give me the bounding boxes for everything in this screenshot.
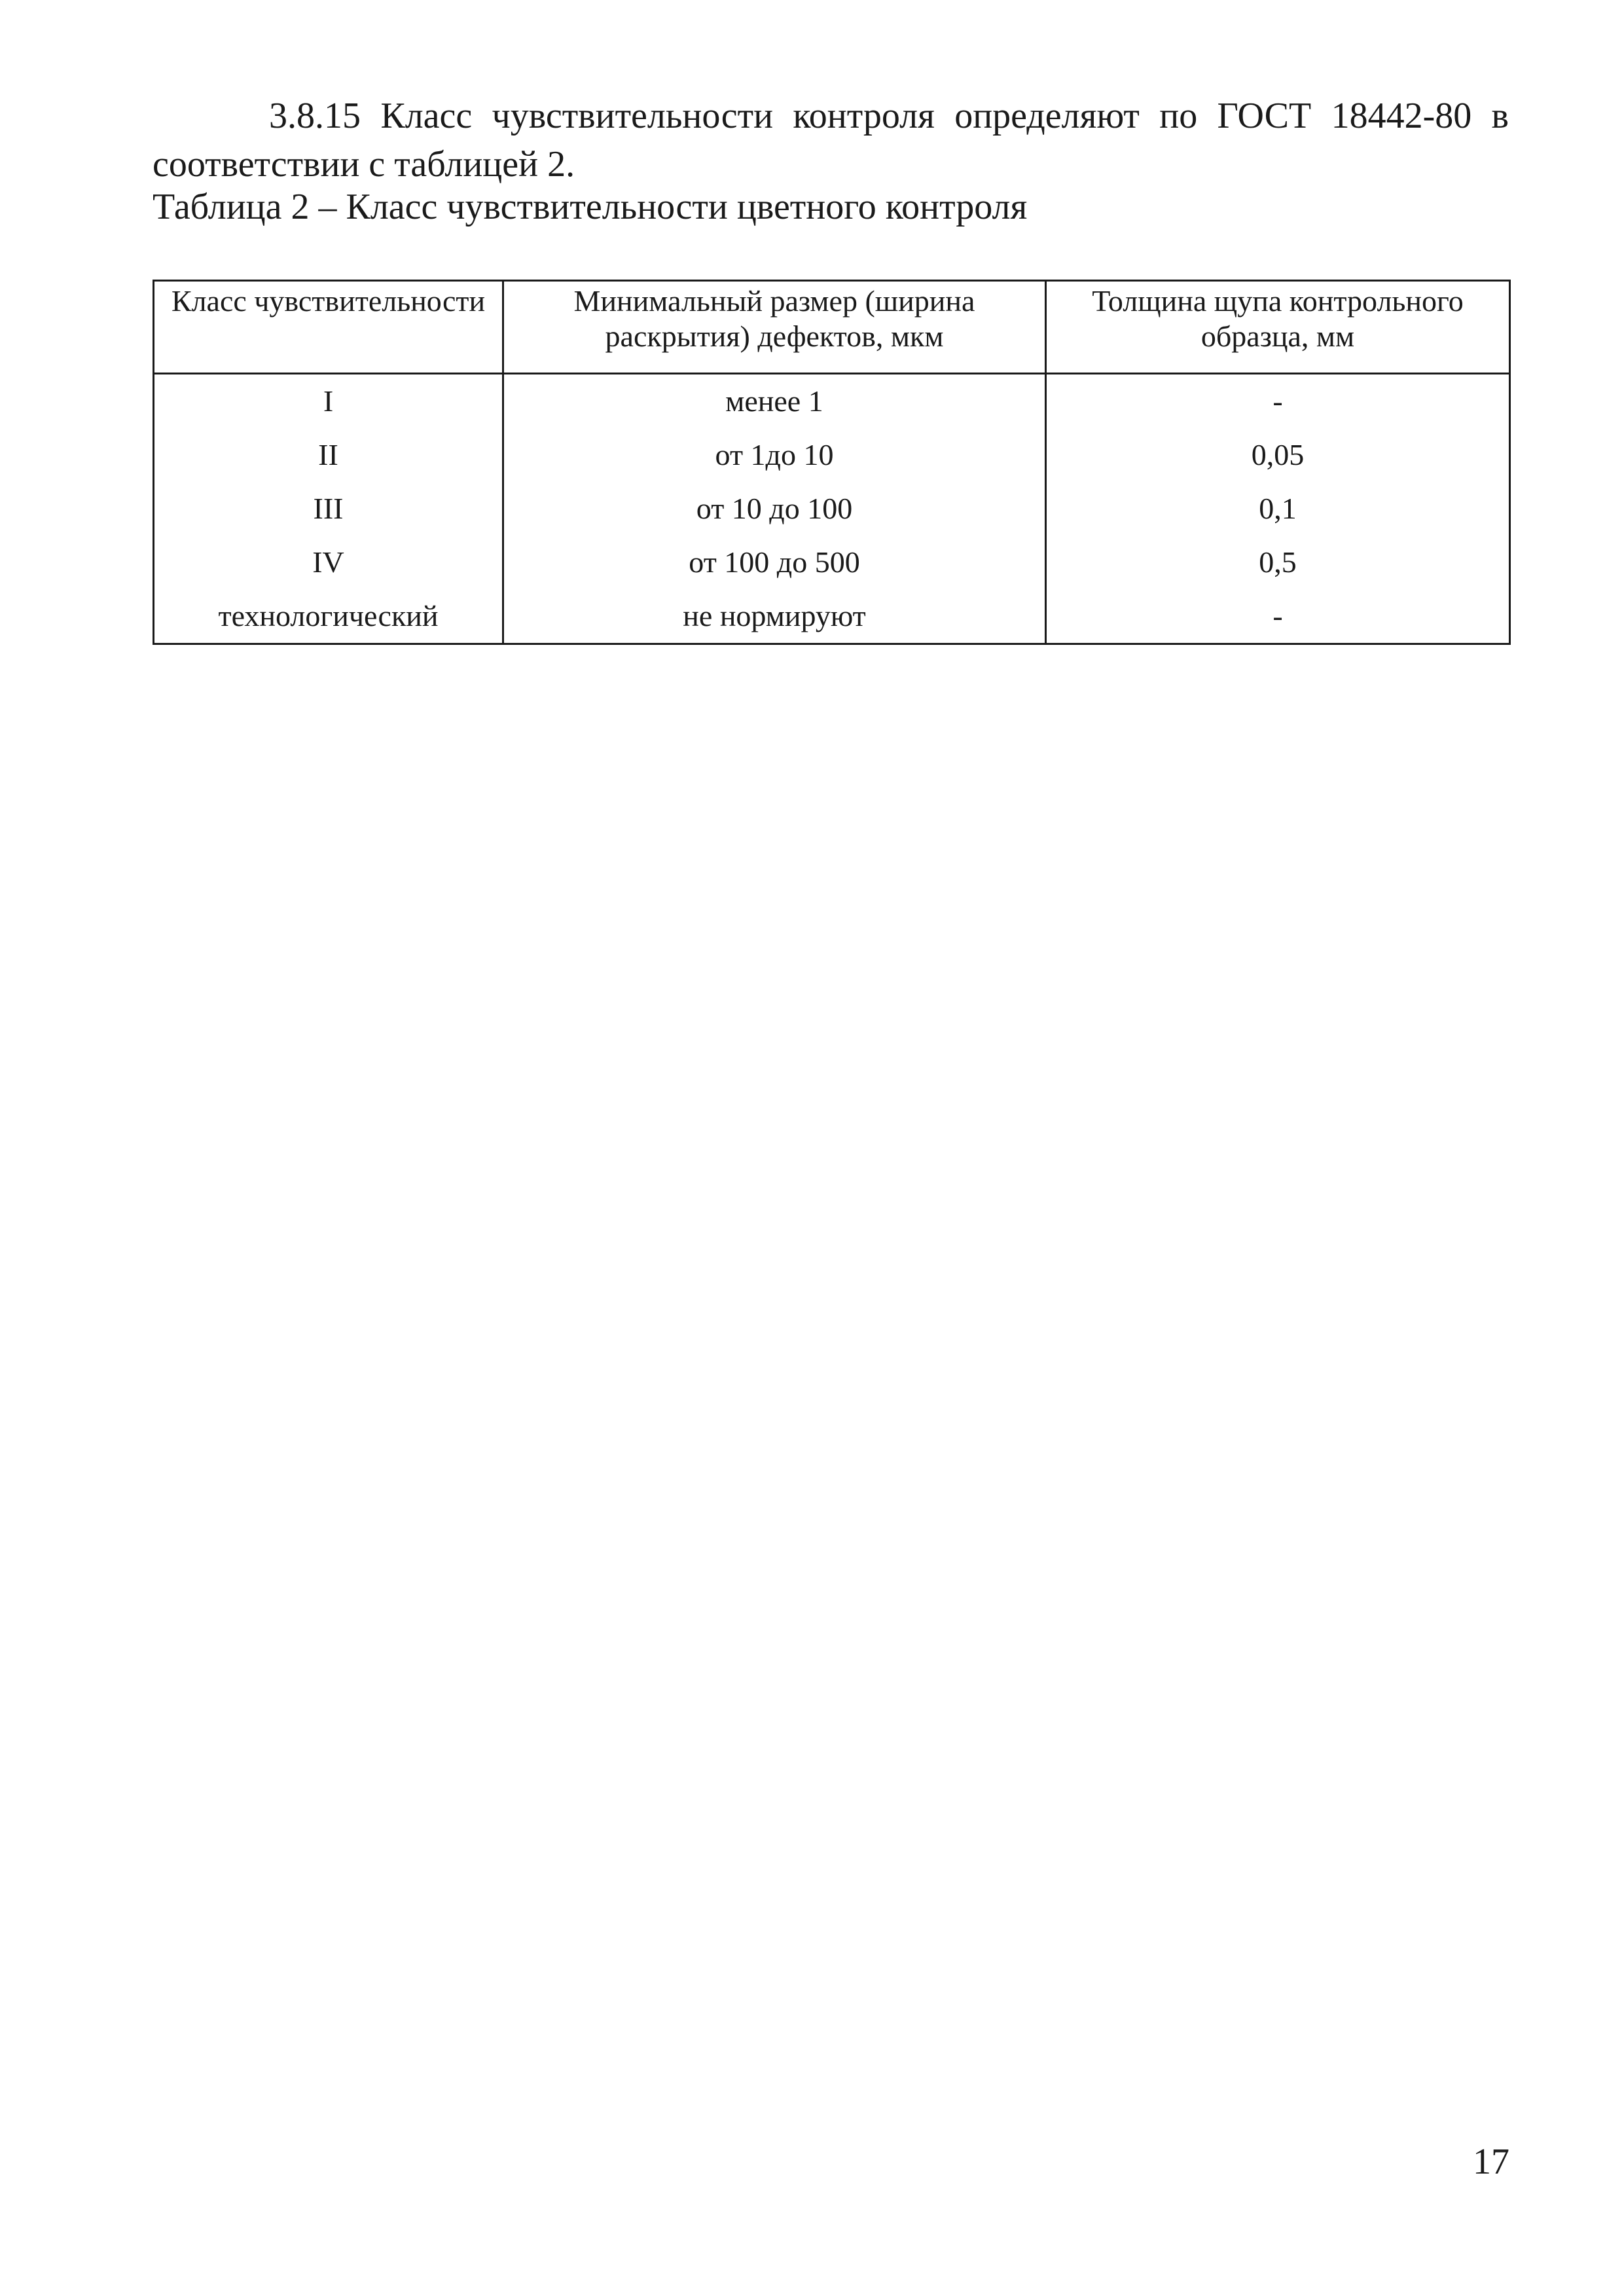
header-sensitivity-class: Класс чувствительности [154, 281, 503, 374]
cell-class: I [154, 374, 503, 429]
table-row [154, 374, 1510, 429]
table-row [154, 589, 1510, 644]
page-number: 17 [1473, 2141, 1509, 2182]
cell-class: IV [154, 536, 503, 589]
sensitivity-class-table [153, 280, 1511, 645]
cell-class: III [154, 482, 503, 536]
cell-defect-size: от 10 до 100 [503, 482, 1046, 536]
cell-defect-size: от 1до 10 [503, 428, 1046, 482]
cell-defect-size: не нормируют [503, 589, 1046, 644]
cell-class: II [154, 428, 503, 482]
cell-probe-thickness: - [1046, 374, 1510, 429]
table-header-row [154, 281, 1510, 374]
header-probe-thickness: Толщина щупа контрольного образца, мм [1046, 281, 1510, 374]
cell-probe-thickness: 0,1 [1046, 482, 1510, 536]
cell-class: технологический [154, 589, 503, 644]
table-row [154, 428, 1510, 482]
header-min-defect-size: Минимальный размер (ширина раскрытия) дефектов, мкм [503, 281, 1046, 374]
cell-defect-size: от 100 до 500 [503, 536, 1046, 589]
table-row [154, 482, 1510, 536]
table-caption: Таблица 2 – Класс чувствительности цветного контроля [153, 187, 1028, 227]
cell-probe-thickness: - [1046, 589, 1510, 644]
table-row [154, 536, 1510, 589]
cell-probe-thickness: 0,5 [1046, 536, 1510, 589]
cell-probe-thickness: 0,05 [1046, 428, 1510, 482]
paragraph-3-8-15: 3.8.15 Класс чувствительности контроля определяют по ГОСТ 18442-80 в соответствии с таблицей 2. [153, 96, 1509, 185]
cell-defect-size: менее 1 [503, 374, 1046, 429]
